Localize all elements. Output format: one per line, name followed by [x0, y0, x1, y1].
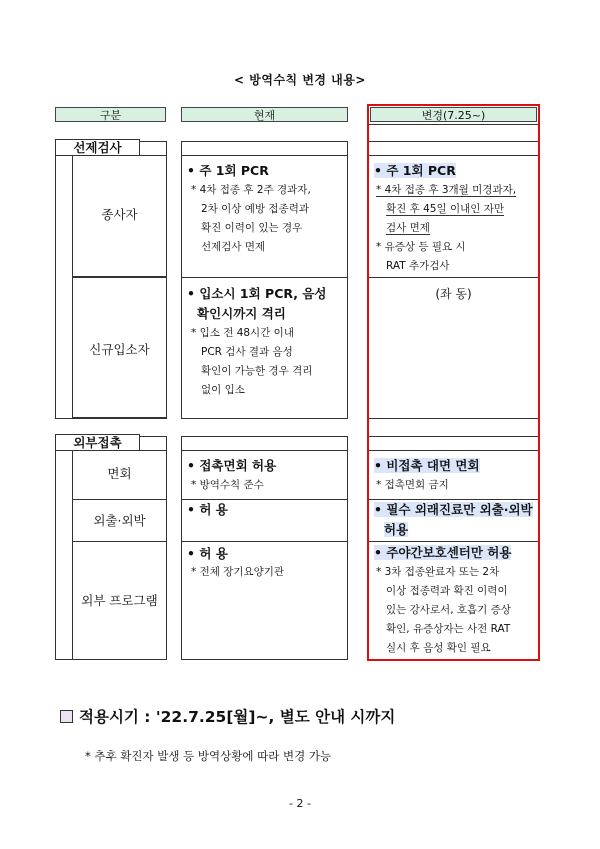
staff-current-note: * 4차 접종 후 2주 경과자, [191, 184, 311, 196]
row-divider [181, 277, 348, 278]
row-divider [369, 277, 538, 278]
row-label-visit: 면회 [107, 466, 132, 481]
page-title: < 방역수칙 변경 내용> [234, 73, 366, 87]
new-resident-current-note: PCR 검사 결과 음성 [201, 346, 293, 358]
apply-value: '22.7.25[월]~, 별도 안내 시까지 [155, 708, 396, 726]
program-changed-note: 있는 강사로서, 호흡기 증상 [386, 604, 511, 616]
section-label: 선제검사 [55, 139, 140, 156]
row-label-outing: 외출·외박 [93, 513, 146, 528]
row-divider [369, 436, 538, 437]
row-divider [369, 450, 538, 451]
visit-current-note: * 방역수칙 준수 [191, 479, 264, 491]
row-divider [369, 155, 538, 156]
visit-changed-note: * 접촉면회 금지 [376, 479, 449, 491]
row-label-new-resident: 신규입소자 [89, 342, 150, 357]
row-divider [181, 541, 348, 542]
page-number: - 2 - [289, 797, 311, 810]
row-divider [181, 155, 348, 156]
outing-changed-bullet: • 필수 외래진료만 외출·외박 [374, 502, 533, 517]
apply-label: 적용시기 : [79, 708, 156, 726]
header-current: 현재 [181, 107, 348, 122]
staff-changed-note: 검사 면제 [386, 222, 430, 234]
program-changed-note: 이상 접종력과 확진 이력이 [386, 585, 508, 597]
program-current-bullet: • 허 용 [187, 546, 228, 561]
header-category: 구분 [55, 107, 166, 122]
program-current-note: * 전체 장기요양기관 [191, 566, 285, 578]
program-changed-bullet: • 주야간보호센터만 허용 [374, 545, 512, 560]
changed-divider [369, 141, 538, 142]
apply-line [60, 705, 395, 727]
new-resident-current-note: * 입소 전 48시간 이내 [191, 327, 294, 339]
program-changed-note: * 3차 접종완료자 또는 2차 [376, 566, 500, 578]
new-resident-current-bullet: 확인시까지 격리 [197, 306, 286, 321]
program-changed-note: 실시 후 음성 확인 필요 [386, 642, 491, 654]
checkbox-square-icon [60, 710, 73, 723]
staff-changed-bullet: • 주 1회 PCR [374, 163, 456, 178]
row-label-staff: 종사자 [101, 207, 138, 222]
outing-current-bullet: • 허 용 [187, 502, 228, 517]
visit-changed-bullet: • 비접촉 대면 면회 [374, 458, 480, 473]
staff-current-bullet: • 주 1회 PCR [187, 163, 269, 178]
staff-changed-note: 확진 후 45일 이내인 자만 [386, 203, 504, 215]
new-resident-current-note: 없이 입소 [201, 384, 245, 396]
staff-current-note: 2차 이상 예방 접종력과 [201, 203, 309, 215]
staff-current-note: 확진 이력이 있는 경우 [201, 222, 303, 234]
section-label: 외부접촉 [55, 434, 140, 451]
staff-changed-note: RAT 추가검사 [386, 260, 450, 272]
row-divider [181, 450, 348, 451]
row-divider [369, 418, 538, 419]
new-resident-changed: (좌 동) [435, 287, 472, 301]
visit-current-bullet: • 접촉면회 허용 [187, 458, 277, 473]
new-resident-current-note: 확인이 가능한 경우 격리 [201, 365, 313, 377]
outing-changed-bullet: 허용 [384, 522, 409, 537]
staff-current-note: 선제검사 면제 [201, 241, 266, 253]
program-changed-note: 확인, 유증상자는 사전 RAT [386, 623, 511, 635]
row-label-program: 외부 프로그램 [81, 593, 158, 608]
new-resident-current-bullet: • 입소시 1회 PCR, 음성 [187, 286, 327, 301]
staff-changed-note: * 4차 접종 후 3개월 미경과자, [376, 184, 517, 196]
staff-changed-note: * 유증상 등 필요 시 [376, 241, 466, 253]
header-changed: 변경(7.25~) [370, 107, 537, 122]
footnote: * 추후 확진자 발생 등 방역상황에 따라 변경 가능 [85, 749, 332, 763]
changed-divider [369, 124, 538, 125]
